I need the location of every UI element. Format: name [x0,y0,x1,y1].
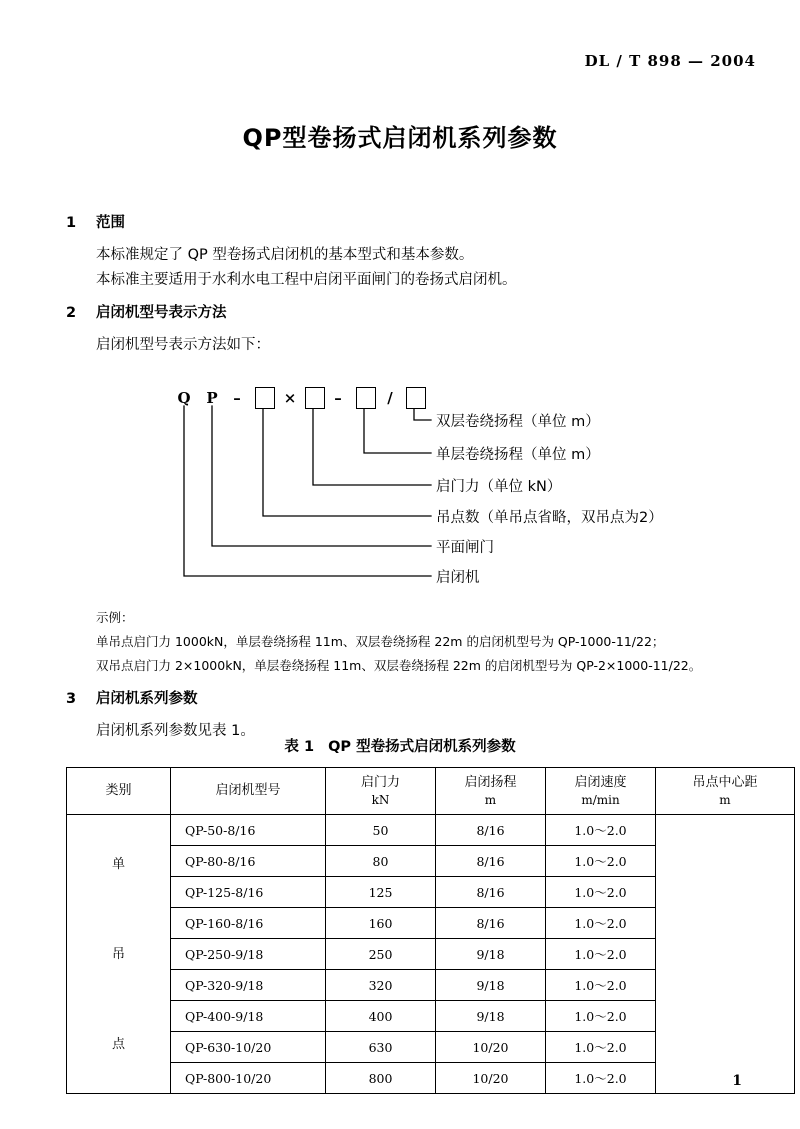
column-header-category [67,768,171,815]
cell-model: QP-80-8/16 [171,846,326,877]
table-row [67,815,795,846]
cell-lift: 8/16 [436,815,546,846]
cell-speed: 1.0～2.0 [546,970,656,1001]
series-parameter-table [66,767,795,1094]
column-header-lift [436,768,546,815]
code-token-q: Q [177,389,191,407]
cell-model: QP-250-9/18 [171,939,326,970]
cell-speed: 1.0～2.0 [546,939,656,970]
code-box-single-layer-lift [356,387,376,409]
category-char-2: 吊 [111,946,125,962]
code-token-times: × [283,389,297,407]
column-header-lift-label: 启闭扬程 [464,775,517,791]
code-label-plane-gate: 平面闸门 [436,540,494,556]
code-token-slash: / [387,389,393,407]
clause-1-paragraph-1: 本标准规定了 QP 型卷扬式启闭机的基本型式和基本参数。 [96,247,474,263]
cell-speed: 1.0～2.0 [546,877,656,908]
code-token-p: P [206,389,218,407]
cell-force: 800 [326,1063,436,1094]
cell-span [656,815,795,1094]
cell-force: 160 [326,908,436,939]
clause-3-heading [66,687,198,708]
cell-speed: 1.0～2.0 [546,1001,656,1032]
cell-lift: 10/20 [436,1032,546,1063]
cell-lift: 8/16 [436,877,546,908]
cell-model: QP-800-10/20 [171,1063,326,1094]
column-header-span [656,768,795,815]
category-cell-single-point [67,815,171,1094]
cell-force: 80 [326,846,436,877]
example-line-1: 单吊点启门力 1000kN，单层卷绕扬程 11m、双层卷绕扬程 22m 的启闭机型号为 QP-1000-11/22； [96,634,665,649]
cell-speed: 1.0～2.0 [546,1063,656,1094]
column-header-force [326,768,436,815]
table-caption-number: 表 1 [284,739,315,755]
column-header-speed-label: 启闭速度 [574,775,627,791]
cell-model: QP-160-8/16 [171,908,326,939]
cell-force: 125 [326,877,436,908]
cell-lift: 8/16 [436,846,546,877]
cell-force: 50 [326,815,436,846]
table-header-row [67,768,795,815]
cell-lift: 9/18 [436,939,546,970]
clause-3-title: 启闭机系列参数 [96,691,198,707]
category-char-3: 点 [111,1036,125,1052]
clause-2-title: 启闭机型号表示方法 [96,305,227,321]
cell-speed: 1.0～2.0 [546,1032,656,1063]
code-label-suspension-points: 吊点数（单吊点省略，双吊点为2） [436,510,663,526]
cell-force: 320 [326,970,436,1001]
code-box-double-layer-lift [406,387,426,409]
cell-force: 400 [326,1001,436,1032]
cell-speed: 1.0～2.0 [546,908,656,939]
cell-model: QP-630-10/20 [171,1032,326,1063]
column-header-force-unit: kN [371,792,390,807]
category-label-stack [67,819,170,1089]
cell-model: QP-320-9/18 [171,970,326,1001]
column-header-speed [546,768,656,815]
code-box-suspension-points [255,387,275,409]
column-header-category-label: 类别 [105,783,132,799]
code-label-double-layer-lift: 双层卷绕扬程（单位 m） [436,414,600,430]
clause-1-number: 1 [66,215,77,231]
code-box-lifting-force [305,387,325,409]
table-caption-title: QP 型卷扬式启闭机系列参数 [328,739,516,755]
example-label: 示例： [96,610,134,625]
cell-force: 250 [326,939,436,970]
clause-2-paragraph-1: 启闭机型号表示方法如下： [96,337,270,353]
cell-model: QP-400-9/18 [171,1001,326,1032]
code-label-single-layer-lift: 单层卷绕扬程（单位 m） [436,447,600,463]
code-label-hoist: 启闭机 [436,570,480,586]
cell-lift: 9/18 [436,970,546,1001]
column-header-span-unit: m [719,792,731,807]
column-header-span-label: 吊点中心距 [692,775,758,791]
column-header-lift-unit: m [484,792,497,807]
cell-speed: 1.0～2.0 [546,846,656,877]
column-header-speed-unit: m/min [581,792,620,807]
cell-model: QP-50-8/16 [171,815,326,846]
page-title: QP型卷扬式启闭机系列参数 [242,124,558,152]
code-token-dash-2: – [334,389,342,407]
clause-2-number: 2 [66,305,77,321]
example-line-2: 双吊点启门力 2×1000kN，单层卷绕扬程 11m、双层卷绕扬程 22m 的启闭机型号为 QP-2×1000-11/22。 [96,658,702,673]
code-label-lifting-force: 启门力（单位 kN） [436,479,562,495]
clause-1-heading [66,211,125,232]
category-char-1: 单 [111,856,125,872]
cell-lift: 10/20 [436,1063,546,1094]
cell-model: QP-125-8/16 [171,877,326,908]
cell-lift: 9/18 [436,1001,546,1032]
clause-3-number: 3 [66,691,77,707]
code-token-dash-1: – [233,389,241,407]
standard-code-header: DL / T 898 — 2004 [584,52,756,70]
cell-force: 630 [326,1032,436,1063]
table-caption [0,735,800,756]
cell-speed: 1.0～2.0 [546,815,656,846]
clause-2-heading [66,301,227,322]
clause-1-paragraph-2: 本标准主要适用于水利水电工程中启闭平面闸门的卷扬式启闭机。 [96,272,517,288]
page-number: 1 [732,1073,742,1089]
column-header-model [171,768,326,815]
column-header-model-label: 启闭机型号 [215,783,281,799]
clause-3-paragraph-1: 启闭机系列参数见表 1。 [96,723,255,739]
column-header-force-label: 启门力 [360,775,400,791]
cell-lift: 8/16 [436,908,546,939]
clause-1-title: 范围 [96,215,125,231]
